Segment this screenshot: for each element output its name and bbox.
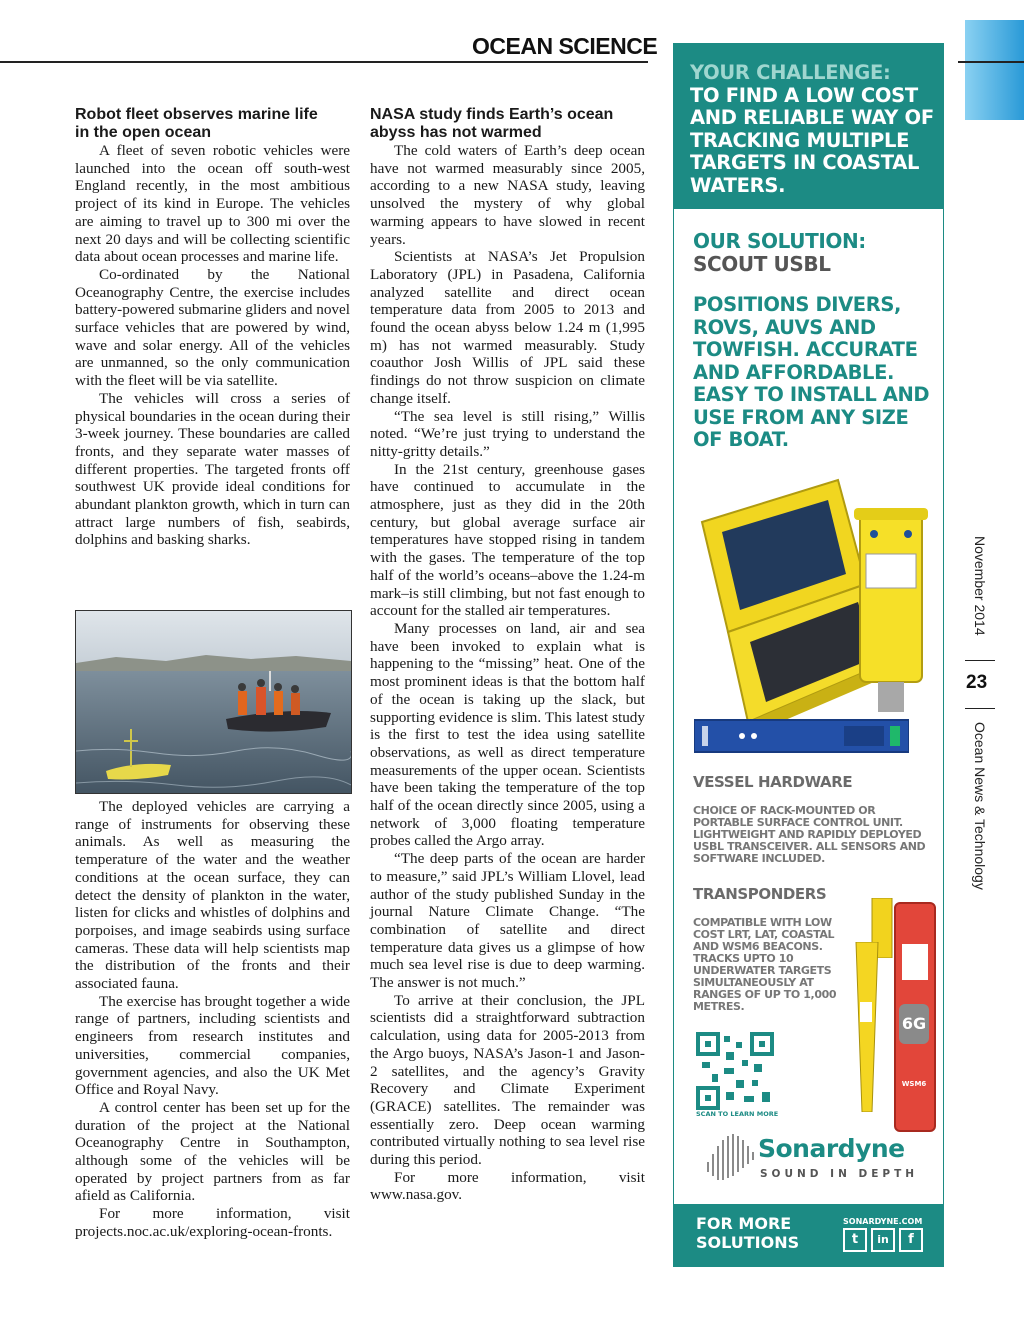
section-title: OCEAN SCIENCE bbox=[472, 33, 658, 59]
ad-website[interactable]: SONARDYNE.COM bbox=[843, 1217, 923, 1226]
ad-vessel bbox=[693, 774, 933, 865]
article2-paragraph: In the 21st century, greenhouse gases have continued to accumulate in the atmosphere, just as they did in the 20th century, but global average surface air temperatures have stopped rising in tandem with the gases. The temperature of the top half of the world’s oceans–above the 1.24-m mark–is still climbing, but not fast enough to account for the stalled air temperatures. bbox=[370, 460, 645, 620]
article1-paragraph: The vehicles will cross a series of physical boundaries in the ocean during their 3-week journey. These boundaries are called fronts, and they separate water masses of different properties. The targeted fronts off southwest UK provide ideal conditions for abundant plankton growth, which in turn can attract large numbers of fish, seabirds, dolphins and basking sharks. bbox=[75, 389, 350, 549]
article2-paragraph: To arrive at their conclusion, the JPL scientists did a straightforward subtraction calculation, using data for 2005-2013 from the Argo buoys, NASA’s Jason-1 and Jason-2 satellites, and the agency’s Gravity Recovery and Climate Experiment (GRACE) satellites. The remainder was essentially zero. Deep ocean warming contributed virtually nothing to sea level rise during this period. bbox=[370, 991, 645, 1169]
article1-paragraph: A control center has been set up for the duration of the project at the National Oceanography Centre in Southampton, although some of the vehicles will be operated by project partners from as far afield as California. bbox=[75, 1098, 350, 1205]
qr-caption: SCAN TO LEARN MORE bbox=[696, 1110, 779, 1118]
sonardyne-tagline: SOUND IN DEPTH bbox=[760, 1168, 919, 1180]
corner-color-tab bbox=[965, 20, 1024, 120]
ad-positions: POSITIONS DIVERS, ROVS, AUVS AND TOWFISH. ACCURATE AND AFFORDABLE. EASY TO INSTALL AND USE FROM ANY SIZE OF BOAT. bbox=[693, 293, 930, 451]
article1-title-line2: in the open ocean bbox=[75, 124, 212, 141]
ad-transponder-head: TRANSPONDERS bbox=[693, 885, 827, 903]
header-rule bbox=[0, 61, 648, 63]
ad-solution-name: SCOUT USBL bbox=[693, 252, 831, 276]
article2-paragraph: The cold waters of Earth’s deep ocean have not warmed measurably since 2005, according to a new NASA study, leaving unsolved the mystery of why global warming appears to have slowed in recent years. bbox=[370, 142, 645, 248]
article2-title bbox=[370, 106, 645, 142]
article2-title-line1: NASA study finds Earth’s ocean bbox=[370, 106, 614, 123]
article2-paragraph: “The deep parts of the ocean are harder to measure,” said JPL’s William Llovel, lead author of the study published Sunday in the journal Nature Climate Change. “The combination of satellite and direct temperature data gives us a glimpse of how much sea level rise is due to deep warming. The answer is not much.” bbox=[370, 850, 645, 992]
facebook-icon[interactable]: f bbox=[899, 1228, 923, 1252]
sonardyne-logo-icon bbox=[704, 1132, 760, 1182]
folio-date: November 2014 bbox=[972, 536, 988, 636]
ad-vessel-body: CHOICE OF RACK-MOUNTED OR PORTABLE SURFACE CONTROL UNIT. LIGHTWEIGHT AND RAPIDLY DEPLOYED USBL TRANSCEIVER. ALL SENSORS AND SOFTWARE INCLUDED. bbox=[693, 804, 926, 865]
article2-title-line2: abyss has not warmed bbox=[370, 124, 542, 141]
ad-challenge-lead: YOUR CHALLENGE: bbox=[690, 61, 891, 84]
rack-mounted-unit bbox=[694, 716, 909, 756]
folio-publication: Ocean News & Technology bbox=[972, 722, 988, 890]
article2-paragraph: For more information, visit www.nasa.gov. bbox=[370, 1168, 645, 1204]
wsm6-label: WSM6 bbox=[901, 1080, 927, 1088]
article1-paragraph: For more information, visit projects.noc.ac.uk/exploring-ocean-fronts. bbox=[75, 1205, 350, 1240]
ad-vessel-head: VESSEL HARDWARE bbox=[693, 773, 853, 791]
ad-challenge-body: TO FIND A LOW COST AND RELIABLE WAY OF TRACKING MULTIPLE TARGETS IN COASTAL WATERS. bbox=[690, 83, 934, 197]
usbl-transceiver bbox=[854, 508, 928, 712]
article1-paragraph: A fleet of seven robotic vehicles were launched into the ocean off south-west England recently, in the most ambitious project of its kind in Europe. The vehicles are aiming to travel up to 300 mi over the next 20 days and will be collecting scientific data about ocean processes and marine life. bbox=[75, 142, 350, 266]
article1-paragraph: Co-ordinated by the National Oceanography Centre, the exercise includes battery-powered submarine gliders and novel surface vehicles that are powered by wind, wave and solar energy. All of the vehicles are unmanned, so the only communication with the fleet will be via satellite. bbox=[75, 265, 350, 390]
6g-badge: 6G bbox=[899, 1004, 929, 1044]
article1-paragraph: The deployed vehicles are carrying a range of instruments for observing these animals. As well as measuring the temperature of the water and the weather conditions at the ocean surface, they can detect the density of plankton in the water, listen for clicks and whistles of dolphins and porpoises, and image seabirds using surface cameras. These data will help scientists map the distribution of the fronts and their associated fauna. bbox=[75, 798, 350, 993]
header-rule-right bbox=[958, 61, 1024, 63]
sonardyne-advert bbox=[673, 43, 944, 1267]
article1-paragraph: The exercise has brought together a wide range of partners, including scientists and engineers from research institutes and universities, commercial companies, government agencies, and also the UK Met Office and Royal Navy. bbox=[75, 992, 350, 1099]
linkedin-icon[interactable]: in bbox=[871, 1228, 895, 1252]
twitter-icon[interactable]: t bbox=[843, 1228, 867, 1252]
ad-transponder-body: COMPATIBLE WITH LOW COST LRT, LAT, COASTAL AND WSM6 BEACONS. TRACKS UPTO 10 UNDERWATER TARGETS SIMULTANEOUSLY AT RANGES OF UP TO 1,000 METRES. bbox=[693, 916, 837, 1013]
ad-footer-band bbox=[674, 1204, 943, 1266]
article1-title bbox=[75, 106, 350, 142]
folio-divider bbox=[965, 660, 995, 661]
photo-boat-scene bbox=[76, 611, 351, 793]
folio-divider bbox=[965, 708, 995, 709]
sonardyne-brand: Sonardyne bbox=[758, 1134, 905, 1163]
article1-column-continued bbox=[75, 798, 350, 1241]
article1-photo bbox=[75, 610, 352, 794]
article1-title-line1: Robot fleet observes marine life bbox=[75, 106, 318, 123]
page-number: 23 bbox=[966, 672, 988, 693]
qr-code-icon[interactable] bbox=[696, 1032, 774, 1110]
article2-paragraph: Many processes on land, air and sea have been invoked to explain what is happening to the “missing” heat. One of the most prominent ideas is that the bottom half of the ocean is taking up the slack, but supporting evidence is slim. This latest study is the first to test the idea using satellite observations, as well as direct temperature measurements of the upper ocean. Scientists have been taking the temperature of the top half of the ocean directly since 2005, using a network of 3,000 floating temperature probes called the Argo array. bbox=[370, 619, 645, 850]
red-transponder bbox=[894, 902, 936, 1132]
ad-more-solutions: FOR MORE SOLUTIONS bbox=[696, 1214, 800, 1252]
ad-solution-lead: OUR SOLUTION: bbox=[693, 229, 866, 253]
article2-paragraph: Scientists at NASA’s Jet Propulsion Laboratory (JPL) in Pasadena, California analyzed satellite and direct ocean temperature data from 2005 to 2013 and found the ocean abyss below 1.24 m (1,995 m) has not warmed measurably. Study coauthor Josh Willis of JPL said these findings do not throw suspicion on climate change itself. bbox=[370, 248, 645, 407]
ad-challenge bbox=[690, 62, 935, 197]
yellow-transponder-tube bbox=[842, 942, 892, 1112]
article2-column bbox=[370, 106, 645, 1204]
article2-paragraph: “The sea level is still rising,” Willis noted. “We’re just trying to understand the nitty-gritty details.” bbox=[370, 407, 645, 460]
ad-transponders bbox=[693, 886, 853, 1013]
article1-column bbox=[75, 106, 350, 549]
transponder-label-plate bbox=[902, 944, 928, 980]
ad-solution bbox=[693, 230, 938, 276]
